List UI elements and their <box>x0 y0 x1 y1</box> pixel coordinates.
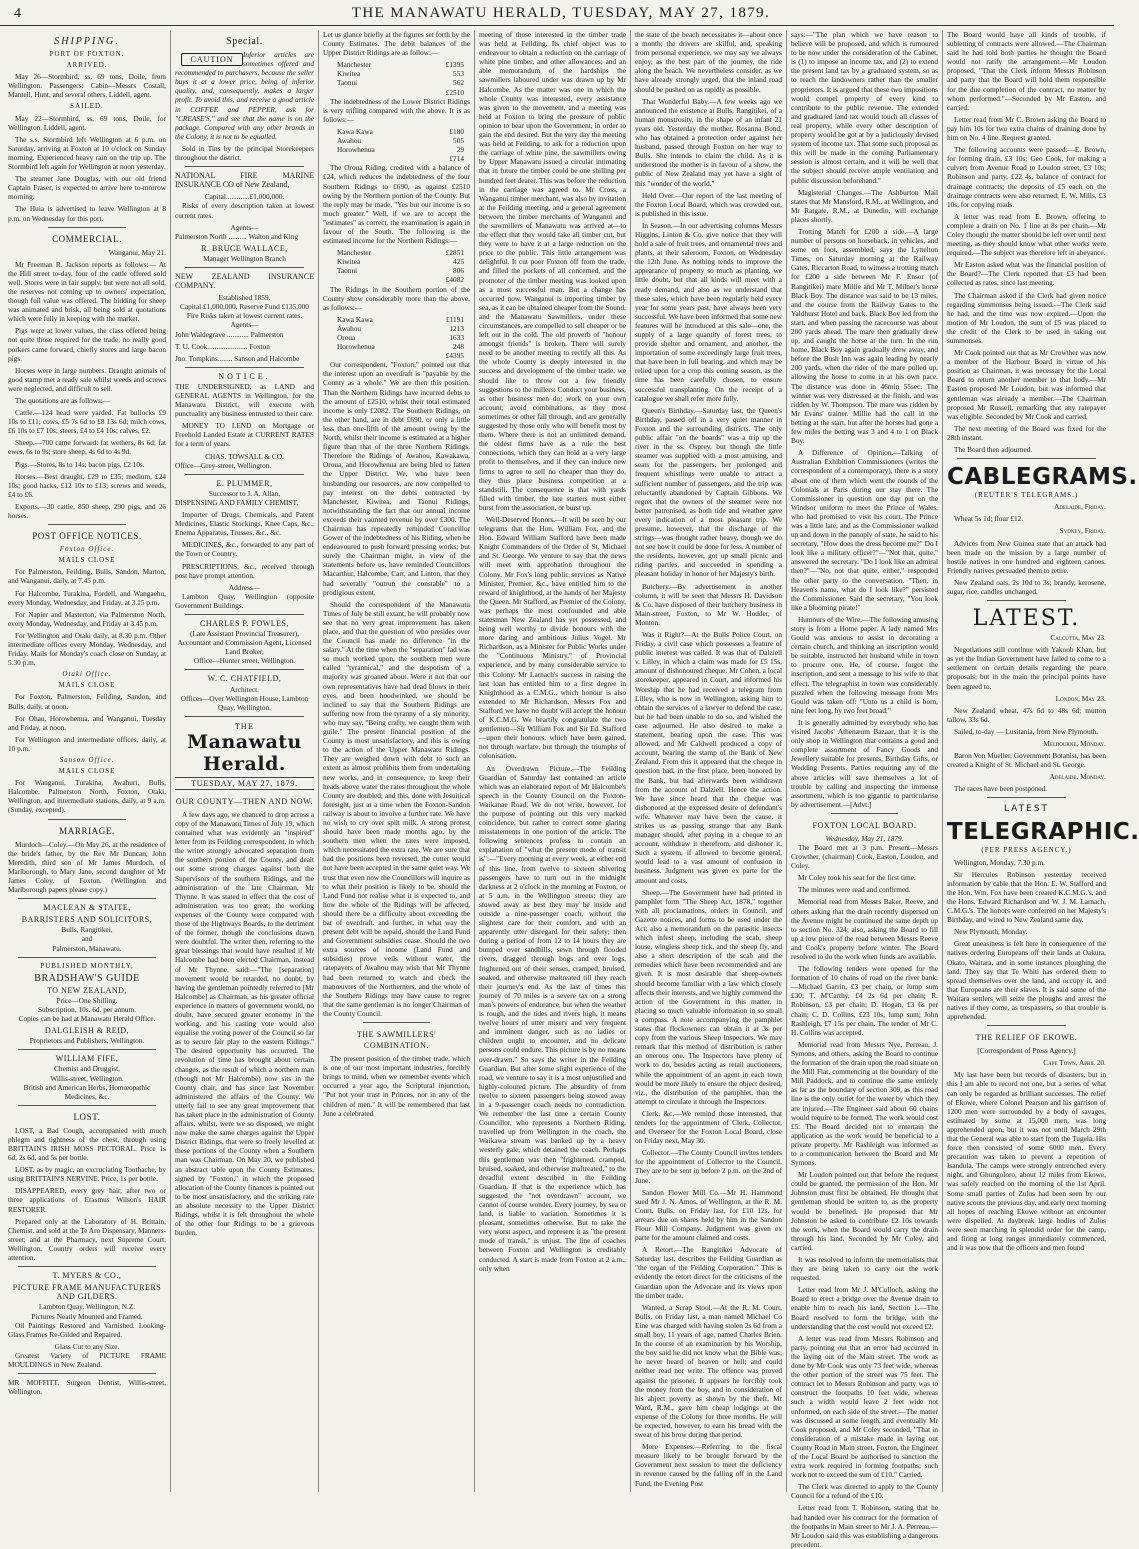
article-paragraph: The present position of the timber trade, which is one of our most important industries, forcibly brings to mind, when we remember events which occurred a year ago, the Scriptural injunction, "Put not your trust in Princes, nor in any of the children of men." It will be remembered that last June a celebrated <box>323 1054 470 1118</box>
bradshaw-title: BRADSHAW'S GUIDE <box>34 972 140 984</box>
telegram-item: Great uneasiness is felt here in consequence of the natives ordering Europeans off their lands at Oakura, Okato, Waitara, and in some instances ploughing the land. They say that Te Whiti has ordered them to spread themselves over the land, and occupy it, and that Europeans are their slaves. It is said some of the Waitara settlers will seize the ploughs and arrest the natives if they come, as trespassers, so that trouble is apprehended. <box>947 939 1106 1022</box>
masthead <box>0 2 1114 26</box>
caution-sold: Sold in Tins by the principal Storekeepers throughout the district. <box>175 143 314 163</box>
report-paragraph: A letter was read from E. Brown, offering to complete a drain on No. 1 line at 8s per chain.—Mr Coley thought the matter should be left over until next meeting, as they should know what other works were required.—The subject was therefore left in abeyance. <box>947 211 1106 258</box>
article-paragraph: The indebtedness of the Lower District Ridings is very trifling compared with the above. It is as follows:— <box>323 96 470 124</box>
divider <box>18 1373 156 1374</box>
fowles-name: CHARLES P. FOWLES, <box>199 618 289 628</box>
post-item: For Halcombe, Turakina, Fordell, and Wangaehu, every Monday, Wednesday, and Friday, at 3.15 p.m. <box>8 588 166 607</box>
wallace-name: R. BRUCE WALLACE, <box>201 243 288 253</box>
newspaper-nameplate <box>175 723 314 775</box>
commercial-paragraph: Exports.—30 cattle, 850 sheep, 290 pigs, and 26 horses. <box>8 501 166 521</box>
post-item: For Ohau, Horowhenua, and Wanganui, Tuesday and Friday, at noon. <box>8 713 166 732</box>
ekowe-heading: THE RELIEF OF EKOWE. <box>975 1033 1078 1043</box>
divider <box>185 669 304 670</box>
report-paragraph: Memorial read from Messrs Baker, Reeve, and others asking that the drain recently dispersed on the Avenue might be continued the same depth up to section No. 324; also, asking the Board to fill up a low piece of the road between Messrs Reeve and Cook's property before winter. The Board resolved to do the work when funds are available. <box>791 897 938 961</box>
ad-line: PRESCRIPTIONS, &c., received through post have prompt attention. <box>175 561 314 580</box>
commercial-paragraph: Horses were in large numbers. Draught animals of good stamp met a ready sale whilst weeds and screws were neglected, and difficult to sell. <box>8 365 166 393</box>
report-paragraph: The Board met at 3 p.m. Present—Messrs Crowther, (chairman) Cook, Easton, Loudon, and Coley. <box>791 842 938 871</box>
report-paragraph: A letter was read from Messrs Robinson and party, pointing out that an error had occurred in the laying out of the Main street. The work as done by Mr Cook was only 73 feet wide, whereas the other portion of the street was 75 feet. The contract let to Messrs Robinson and party was to construct the footpaths 10 feet wide, whereas such a width would leave 2 feet wide not unformed, on each side of the street.—The matter was discussed at some length, and eventually Mr Cook proposed, and Mr Coley seconded, "That in consideration of a mistake made in laying out County Road in Main street, Foxton, the Engineer of the Local Board be authorised to sanction the extra work required in forming footpaths; such work not to exceed the sum of £10." Carried. <box>791 1333 938 1480</box>
debit-balances-table <box>323 60 470 96</box>
ad-line: Capital £1,000,000, Reserve Fund £135,000 <box>180 302 309 312</box>
agent-line: Jno. Tompkins........ Sanson and Halcombe <box>175 353 300 363</box>
commercial-date: Wanganui, May 21. <box>108 247 166 257</box>
divider <box>18 898 156 899</box>
news-item: Collector.—The County Council invites tenders for the appointment of Collector to the Council. They are to be sent in before 2 p.m. on the 2nd of June. <box>635 1148 782 1185</box>
otaki-office-heading: Otaki Office. <box>62 670 112 679</box>
news-item: In Season.—In our advertising columns Messrs Higgins, Linton & Co. give notice that they will hold a sale of fruit trees, and ornamental trees and plants, at their saleroom, Foxton, on Wednesday the 12th June. As nothing tends to improve the appearance of property so much as planting, we little doubt, but that all kinds will meet with a ready demand, and also as we understand that these sales, which have been regularly held every year for some years past, have always been very successful. We have been informed that some new features will be introduced at this sale—one, the supply of a large quantity of forest trees, to provide shelter and ornament, and another, the importation of some exceedingly large fruit trees, that have been in full bearing, and which may be relied upon for a crop this coming season, as the time has been carefully chosen, to ensure successful transplanting. On the receipt of a catalogue we shall refer more fully. <box>635 220 782 403</box>
table-row: Awahou 505 <box>337 136 464 146</box>
sanson-office-heading: Sanson Office. <box>59 756 115 764</box>
national-insurance-title: NATIONAL FIRE MARINE INSURANCE CO of New Zealand, <box>175 171 314 190</box>
table-row: Awahou 1213 <box>337 323 464 333</box>
post-item: For Wanganui, Turakina, Awahuri, Bulls, Halcombe, Palmerston North, Foxton, Otaki, Wellington, and intermediate stations, daily, at 9 a.m. (Sunday, excepted). <box>8 778 166 815</box>
lost-ad: DISAPPEARED, every grey hair, after two or three applications of Erasmus Wilson's HAIR RESTORER. <box>8 1186 166 1214</box>
article-paragraph: The Oroua Riding, credited with a balance of £24, which reduces the indebtedness of the four Southern Ridings to £690, as against £2510 owing by the Northern portion of the County. But the reply may be made, "Yes but our income is so much greater." Well, if we are to accept the "estimates" as correct, the examination is again in favour of the South. The following is the estimated income for the Northern Ridings:— <box>323 163 470 246</box>
ad-line: and <box>81 934 93 944</box>
picture-frame-line: PICTURE FRAME MANUFACTURERS AND GILDERS. <box>12 1283 162 1302</box>
mails-close-label: MAILS CLOSE <box>58 681 116 690</box>
marriage-heading: MARRIAGE. <box>59 825 115 836</box>
report-paragraph: The following accounts were passed:—E. Brown, for forming drain, £3 10s; Geo Cook, for making a culvert from Avenue Road to Loudon street, £3 10s; Robinson and party, £22 4s, balance of contract for drainage contracts; the deposits of £5 each on the drainage contracts were also returned; E. W. Mills, £3 10s, for copying roads. <box>947 145 1106 209</box>
shipping-note: The steamer Jane Douglas, with our old friend Captain Fraser, is expected to arrive here to-morrow morning. <box>8 174 166 202</box>
ad-line: Risks of every description taken at lowest current rates. <box>175 201 314 220</box>
news-item: Sheep.—The Government have had printed in pamphlet form "The Sheep Act, 1878," together with all proclamations, orders in Council, and Gazette notices, and forms to be used under the Act; also a memorandum on the parasitic insects which infest sheep, including the scab, sheep louse, wingless sheep tick, and the sheep fly, and also a short description of the scab and the remedies which have been recommended and are given. It is most desirable that sheep-owners should become familiar with a law which closely affects their interests, and we highly commend the action of the Government in this matter, in placing so much valuable information in so small a compass. A note accompanying the pamphlet states that flockowners can obtain it at 3s per copy from the various Sheep Inspectors. We may remark that this method of distribution is rather an onerous one. The Inspectors have plenty of work to do, besides acting as retail auctioneers, while the appointment of an agent in each town would be more likely to ensure the object desired, viz., the distribution of the pamphlet, than the attempt to circulate it through the Inspectors. <box>635 887 782 1106</box>
lower-ridings-table <box>323 127 470 163</box>
divider <box>831 813 898 814</box>
marriage-notice: Murdoch—Coley.—On May 26, at the residence of the bride's father, by the Rev Mr Duncan, John Meredith, third son of Mr James Murdoch, of Marlborough, to Mary Jane, second daughter of Mr James Coley, of Foxton. (Wellington and Marlborough papers please copy.) <box>8 839 166 895</box>
article-paragraph: Should the correspondent of the Manawatu Times of July be still extant, he will probably now see that no very great improvement has taken place, and that the question of who presides over the Council has made no difference "in the salary." At the time when the "separation" fad was so much worked upon, the southern men were called "tyrannical," and the despotism of a majority was groaned about. Were it not that our own representatives have had dead blows in their eyes, and been hoodwinked, we should be inclined to say that the Southern Ridings are suffering now from the tyranny of a sly minority, who may say, "Being crafty, we caught them with guile." The present financial position of the County is most unsatisfactory, and this is owing to the action of the Upper Manawatu Ridings. They are weighed down with debt to such an extent as almost prohibits them from undertaking new works, and in consequence, to keep their heads above water the rates throughout the whole County are doubled; and this, done with Jesuitical foresight, just at a time when the Foxton-Sandon railway is about to involve a further rate. We have no wish to cry over spilt milk. A strong protest should have been made months ago, by the southern men when the rates were imposed, which necessitated the extra rate. We are sure that had the positions been reversed, the cutter would not have been accepted in the same quiet way. We trust that even now the Councillors will inquire as to what their position is likely to be, should the Land Fund not realise what it is expected to, and how the whole of the Ridings will be affected, should there be a difficulty about exceeding the bar of overdraft, and further, in what way the present debt will be repaid, should the Land Fund and Government subsidies cease. Should the two extra sources of income (Land Fund and subsidies) prove veils without water, the ratepayers of Awahou may wish that Mr Thynne had been returned to watch and check the manœuvres of the Northerners, and the whole of the Southern Ridings may have cause to regret that the same gentleman is no longer Chairman of the County Council. <box>323 599 470 1018</box>
news-item: Humours of the Wire.—The following amusing story is from a Home paper. A lady named Mrs Gould was anxious to assist in decorating a certain church, and thinking an inscription would be suitable, instructed her husband while in town to procure one. He, of course, forgot the inscription, and sent a message to his wife to that effect. The telegraphist in town was considerably puzzled when the following message from Mrs Gould was taken off: "Unto us a child is born, nine feet long, by two feet broad." <box>791 614 938 715</box>
agent-line: Palmerston North .......... Walton and King <box>175 231 299 241</box>
barristers-line: BARRISTERS AND SOLICITORS, <box>21 915 153 925</box>
news-item: A Difference of Opinion.—Talking of Australian Exhibition Commissioners (writes the correspondent of a contemporary), there is a story about one of them which went the rounds of the Colonials at Paris during our stay there. The Commissioner in question one day put on the Windsor uniform to meet the Prince of Wales, who had promised to visit his court. The Prince was a little late, and as the Commissioner walked up and down in the panoply of state, he said to his secretary, "How does the dress become me?" Do I look like a military officer?"—"Not that, quite," answered the secretary. "Do I look like an admiral then?"—"No, not that quite, either," responded the other party to the conversation. "Then, in Heaven's name, what do I look like?" persisted the Commissioner. Said the secretary, "You look like a blooming pirate!" <box>791 448 938 612</box>
latest-banner: LATEST. <box>972 606 1081 632</box>
ad-line: Address— <box>228 582 261 592</box>
ad-line: Successor to J. A. Allan, <box>208 488 281 498</box>
ad-line: Bulls, Rangitikei, <box>61 925 113 935</box>
table-total: £714 <box>449 154 464 164</box>
dateline: Melbourne, Monday. <box>1043 739 1106 748</box>
divider <box>48 524 126 525</box>
ad-line: Proprietors and Publishers, Wellington. <box>29 1036 145 1046</box>
column-1 <box>4 30 170 1492</box>
news-item: Held Over.—Our report of the last meeting of the Foxton Local Board, which was crowded out, is published in this issue. <box>635 190 782 218</box>
news-item: Sandon Flower Mill Co.—Mr H. Hammond sued Mr J. N. Amos, of Wellington, at the R. M. Court, Bulls, on Friday last, for £10 12s, for arrears due on shares held by him in the Sandon Flour Mill Company. Judgment was given ex parte for the amount claimed and costs. <box>635 1187 782 1243</box>
southern-income-table <box>323 315 470 360</box>
article-paragraph: meeting of those interested in the timber trade was held at Feilding. Its chief object was to endeavour to obtain a reduction on the carriage of white pine timber, and other allowances; and an able memorandum of the hardships the sawmillers laboured under was drawn up by Mr Halcombe. As the matter was one in which the whole County was interested, every assistance was given to the movement, and a meeting was held at Foxton to bring the pressure of public opinion to bear upon the Government, in order to gain the end desired. But the very day the meeting was held at Feilding, to ask for a reduction upon the carriage of white pine, the sawmillers owing by Upper Manawatu issued a circular intimating that in future the timber could be one shilling per hundred feet dearer. This was before the reduction in the carriage was agreed to. Mr Cross, a Wanganui timber merchant, was also by invitation at the Feilding meeting, and a general agreement between the timber merchants of Wanganui and the sawmillers of Manawatu was arrived at—to the effect that they would take all timber cut, but they were to have it at a large reduction on the price to the public. This little arrangement was delightful. It cut poor Foxton off from the trade, and filled the pockets of all concerned, and the promoter of the timber meeting was looked upon as a most successful man. But a change has occurred now. Wanganui is importing timber by sea, as it can be obtained cheaper from the Sound, and the Manawatu Sawmillers, under these circumstances, are compelled to sell cheaper or be left out in the cold. The old proverb of "honour amongst friends" is broken. There will surely need to be another meeting to rectify all this. As the whole County is deeply interested in the success and development of the timber trade, we should like to throw out a few friendly suggestions to the millers: Conduct your business, as other business men do; work on your own account; avoid combinations, as they most sometimes or other fall through, and are generally suggested by those only who will benefit most by them. Where there is not an unlimited demand, the oldest firms have as a rule the best connections, which they can hold at a very large profit to themselves, and if they can induce new firms to agree to sell no cheaper than they do, they thus place business competition at a standstill. The consequence is that with yards filled with timber, the late starters must either burst from the association, or burst up. <box>479 30 626 512</box>
dateline: Wellington, Monday, 7.30 p.m. <box>954 857 1045 867</box>
nameplate-the: THE <box>235 722 254 731</box>
commercial-paragraph: Pigs.—Stores, 8s to 14s; bacon pigs, £2 10s. <box>15 459 145 469</box>
report-paragraph: Mr Easton asked what was the financial position of the Board?—The Clerk reported that £3 had been collected as rates, since last meeting. <box>947 260 1106 288</box>
commercial-paragraph: Mr Freeman R. Jackson reports as follows:— At the Hill street to-day, four of the cattle offered sold well. Stores were in fair supply, but were not all sold, the reserves not coming up to owners' expectation, though full value was offered. The bidding for sheep was animated and brisk, all being sold at quotations which were fully in keeping with the market. <box>8 259 166 324</box>
dalgleish-name: DALGLEISH & REID, <box>44 1026 130 1036</box>
divider <box>185 367 304 368</box>
report-paragraph: The Board would have all kinds of trouble, if subletting of contracts were allowed.—The Chairman said he had told both parties he thought the Board would not ratify the arrangement.—Mr Loudon proposed, "That the Clerk inform Messrs Robinson and party that the Board will hold them responsible for the due completion of the contract, no matter by whom performed."—Seconded by Mr Easton, and carried. <box>947 30 1106 112</box>
dateline: Adelaide, Friday. <box>1054 502 1106 512</box>
table-row: Taonui 806 <box>337 266 464 276</box>
article-heading: OUR COUNTY—THEN AND NOW. <box>175 796 314 806</box>
divider <box>185 614 304 615</box>
news-item: Wanted, a Scrap Stool.—At the R. M. Court, Bulls, on Friday last, a man named Michael Co Eine was charged with having stolen 2s 6d from a small boy, 11 years of age, named Charles Brien. In the course of an examination by his Worship, the boy said he did not know what the Bible was; he never heard of heaven or hell; and could neither read nor write. The offence was proved against the prisoner. It appears he forcibly took the money from the boy, and in consideration of his abject poverty as shown by the theft, Mr Ward, R.M., gave him cheap lodgings at the expense of the Colony for three months. He will be expected, however, to earn his bread with the sweat of his brow during that period. <box>635 1302 782 1440</box>
news-item: Queen's Birthday.—Saturday last, the Queen's Birthday, passed off in a very quiet manner in Foxton and the surrounding districts. The only public affair "on the boards" was a trip up the river in the ss. Osprey, but though the little steamer was supplied with a most amusing, and seats for the passengers, her prolonged and frequent whistlings were unable to attract a sufficient number of passengers, and the trip was reluctantly abandoned by Captain Gibbons. We regret that the owners of the steamer were not better patronised, as both tide and weather gave every indication of a most pleasant trip. We presume, however, that the discharge of the strings—was thought rather heavy, though we do not see how it could be done for less. A number of the residents, however, got up small picnic and riding parties, and succeeded in spending a pleasant holiday in honor of her Majesty's birth. <box>635 405 782 579</box>
table-total: £4082 <box>445 275 464 285</box>
mails-close-label: MAILS CLOSE <box>58 556 116 565</box>
arrived-label: ARRIVED. <box>66 61 108 70</box>
ad-line: Architect. <box>230 684 259 694</box>
news-item: Trotting Match for £200 a side.—A large number of persons on horseback, in vehicles, and some on foot, assembled, says the Lyttelton Times, on Saturday morning at the Railway Gates, Riccarton Road, to witness a trotting match for £200 a side between Mr F. Ensor (of Rangitikei) mare Millie and Mr T. Milner's horse Black Boy. The distance was said to be 13 miles, and the course from the Railway Gates to the Yaldhurst Hotel and back. Black Boy led from the start, and when passing the racecourse was about 200 yards ahead. The mare then gradually drew up, and caught the horse at the turn. In the run home, Black Boy again gradually drew away, and before the Bush Inn was again leading by nearly 200 yards, when the rider of the mare pulled up, allowing the horse to come in at his own pace. The distance was done in 46min 55sec. The winner was very distressed at the finish, and was ridden by W. Thompson. The mare was ridden by Mr Evans' trainer. Millie had the call in the betting at the start, but after the horses had gone a few miles the betting was 3 and 4 to 1 on Black Boy. <box>791 226 938 446</box>
divider <box>185 166 304 167</box>
ad-line: Office—Hunter street, Wellington. <box>193 656 296 666</box>
cable-item: New Zealand wheat, 47s 6d to 48s 6d; mutton tallow, 33s 6d. <box>947 705 1106 724</box>
report-paragraph: It was resolved to inform the memorialists that they are being taken to carry out the work requested. <box>791 1255 938 1283</box>
divider <box>18 957 156 958</box>
notice-money: MONEY TO LEND on Mortgage or Freehold Landed Estate at CURRENT RATES for a term of years. <box>175 421 314 449</box>
news-item: That Wonderful Baby.—A few weeks ago we announced the existence at Bulls, Rangitikei, of a human monstrosity, in the shape of an infant 21 years old. Yesterday the mother, Rosanna Bond, who has obtained a protection order against her husband, passed through Foxton on her way to Bulls. She intends to claim the child. As it is understood the mother is in favour of a show, the public of New Zealand may yet have a sight of this "wonder of the world." <box>635 96 782 188</box>
ad-line: Office—Grey-street, Wellington. <box>175 460 272 470</box>
divider <box>18 1049 156 1050</box>
divider <box>185 267 304 268</box>
dispensing-title: DISPENSING AND FAMILY CHEMIST, <box>175 497 299 507</box>
commercial-paragraph: Pigs were at lower values, the class offered being not quite those required for the trade; no really good porkers came forward, chiefly stores and large bacon pigs. <box>8 326 166 363</box>
article-paragraph: Our correspondent, "Foxton," pointed out that the interest upon an overdraft is "payable by the County as a whole." We are then this position. Than the Northern Ridings have incurred debts to the amount of £2510, whilst their total estimated income is only £2082. The Southern Ridings, on the other hand, are in debt £690, or only a little less than one-fifth of the amount owing by the North, whilst their income is estimated at a higher figure than that of the three Northern Ridings. Therefore the Ridings of Awahou, Kawakawa, Oroua, and Horowhenua are being bled to fatten the Upper District. We, who have been husbanding our resources, are now compelled to pay interest on the debts contracted by Manchester, Kiwitea, and Taonui Ridings, notwithstanding the fact that our annual income exceeds their vaunted revenue by over £300. The Chairman has repeatedly reminded Councillor Gower of the indebtedness of his Riding, when he endeavoured to push forward pressing works; but surely the Chairman might, in view of the statements before us, have reminded Councillors Macarthur, Halcombe, Carr, and Linton, that they had severally "outrun the constable" to a prodigious extent. <box>323 360 470 597</box>
table-row: Oroua 1633 <box>337 333 464 342</box>
report-paragraph: Mr Cook pointed out that as Mr Crowther was now a member of the Harbour Board in virtue of his position as Chairman, it was necessary for the Local Board to return another member to that body.—Mr Easton proposed Mr Loudon, but was informed that gentleman was already a member.—The Chairman proposed Mr Russell, remarking that any ratepayer was eligible. Seconded by Mr Cook and carried. <box>947 348 1106 421</box>
divider <box>185 474 304 475</box>
post-item: For Wellington and intermediate offices, daily, at 10 p.m. <box>8 734 166 753</box>
report-paragraph: The following tenders were opened for the formation of 10 chains of road on the river bank:—Michael Garrin, £3 per chain, or lump sum £30; T. M'Carthy, £4 2s 6d per chain; R. Robinson, £3 per chain; D. Hogan, £3 6s per chain; C. D. Collins, £23 10s, lump sum; John Rashleigh, £7 15s per chain. The tender of Mr C. H. Collins was accepted. <box>791 964 938 1037</box>
ad-line: Glass Cut to any Size. <box>54 1341 120 1351</box>
caution-badge: CAUTION <box>181 53 243 66</box>
shipping-heading: SHIPPING. <box>54 36 120 47</box>
divider <box>48 819 126 820</box>
lost-heading: LOST. <box>73 1111 101 1122</box>
post-item: For Wellington and Otaki daily, at 8.30 p.m. Other intermediate offices every Monday, Wednesday, and Friday. Mails for Monday's coach close on Sunday, at 5.30 p.m. <box>8 630 166 668</box>
telegram-item: Sir Hercules Robinson yesterday received information by cable that the Hon. E. W. Stafford and the Hon. Wm. Fox have been created K.C.M.G.'s, and the Hons. Edward Richardson and W. J. M. Larnach, C.M.G.'s. The honors were conferred on her Majesty's Birthday, and wired to New Zealand same day. <box>947 869 1106 925</box>
plummer-name: E. PLUMMER, <box>216 478 273 488</box>
report-paragraph: Mr Coley took his seat for the first time. <box>798 873 916 883</box>
ad-line: Agents— <box>230 222 259 232</box>
news-item: A Retort.—The Rangitikei Advocate of Saturday last, describes the Feilding Guardian as "the organ of the Feilding Corporation." This is evidently the retort direct for the criticisms of the Guardian upon the Advocate and its views upon the timber trade. <box>635 1245 782 1300</box>
ad-line: Palmerston, Manawatu. <box>52 943 122 953</box>
news-item: says:—"The plan which we have reason to believe will be proposed, and which is rumoured to be now under the consideration of the Cabinet, is (1) to impose an income tax, and (2) to extend the present land tax by a graduated system, so as to reach the landowners rather than the smaller proprietors. It is argued that these two impositions would compel property of every kind to contribute to the public revenue. The extended and graduated land tax would touch all classes of real property, while every other description of property would be got at by a judiciously devised system of income tax. That some such proposal as this will be made in the coming Parliamentary session is almost certain, and it will be well that the subject should receive ample ventilation and public discussion beforehand." <box>791 30 938 185</box>
column-6 <box>786 30 942 1549</box>
column-3 <box>318 30 474 1492</box>
lost-ad: LOST, a Bad Cough, accompanied with much phlegm and tightness of the chest, through using BRITTAIN'S IRISH MOSS PECTORAL. Price 1s 6d, 2s 6d, and 5s per bottle. <box>8 1125 166 1163</box>
divider <box>957 458 1096 459</box>
divider <box>185 716 304 717</box>
divider <box>48 227 126 228</box>
ad-line: Chemist and Druggist, <box>54 1064 120 1074</box>
dateline: New Plymouth, Monday. <box>954 927 1028 937</box>
post-item: For Napier and Masterton, via Palmerston North, every Monday, Wednesday, and Friday at 3.45 p.m. <box>8 609 166 628</box>
post-item: For Palmerston, Feilding, Bulls, Sandon, Marton, and Wanganui, daily, at 7.45 p.m. <box>8 567 166 586</box>
table-row: Kiwitea 425 <box>337 257 464 267</box>
notice-text: THE UNDERSIGNED, as LAND and GENERAL AGENTS in Wellington, for the Manawatu District, will execute with punctuality any business entrusted to their care. <box>175 381 314 419</box>
commercial-paragraph: Horses.—Best draught, £29 to £35; medium, £24 10s; good hacks, £12 10s to £13; screws and weeds, £4 to £6. <box>8 471 166 499</box>
ad-line: Lambton Quay, Wellington (opposite Government Buildings. <box>175 591 314 610</box>
commercial-paragraph: The quotations are as follows:— <box>15 396 111 405</box>
divider <box>987 797 1066 798</box>
ad-line: Agents— <box>230 320 259 330</box>
dateline: Sydney, Friday. <box>1059 526 1106 536</box>
divider <box>987 600 1066 601</box>
ad-line: Subscription, 10s. 6d. per annum. <box>37 1004 137 1014</box>
ekowe-byline: [Correspondent of Press Agency.] <box>977 1046 1076 1056</box>
published-label: PUBLISHED MONTHLY, <box>40 961 134 970</box>
press-agency-label: (PER PRESS AGENCY.) <box>981 846 1072 855</box>
news-item: Well-Deserved Honors.—It will be seen by our telegrams that the Hon. William Fox, and the Hon. Edward William Stafford have been made Knight Commanders of the Order of St. Michael and St. George. We venture to say that the news will meet with approbation throughout the Colony. Mr Fox's long public services as Native Minister, Premier, &c., have entitled him to the reward of knighthood, at the hands of her Majesty the Queen. Mr Stafford, as Premier of the Colony, was perhaps the most confounded and able statesman New Zealand has yet possessed, and being well worthy to divide honours with the more daring and ambitious Julius Vogel. Mr Richardson, as a Minister for Public Works under the "Continuous Ministry," of Provincial experience, and by many considerable service to this Colony. Mr Larnach's success in raising the last loan has entitled him to a first degree in Knighthood as a C.M.G., which honour is also extended to Mr Richardson. Messrs Fox and Stafford we have no doubt will accept the honour of K.C.M.G. We heartily congratulate the two gentlemen—Sir William Fox and Sir Ed. Stafford—upon their honours, which have been gained, not through warfare, but through the triumphs of colonisation. <box>479 514 626 761</box>
column-2 <box>170 30 318 1492</box>
news-item: Magisterial Changes.—The Ashburton Mail states that Mr Mansford, R.M., at Wellington, and Mr Ratgate, R.M., at Dunedin, will exchange places shortly. <box>791 187 938 224</box>
cablegrams-banner: CABLEGRAMS. <box>947 464 1138 491</box>
ad-line: Greatest Variety of PICTURE FRAME MOULDINGS in New Zealand. <box>8 1350 166 1369</box>
column-5 <box>630 30 786 1492</box>
divider <box>18 1105 156 1106</box>
advertisement-paragraph: It is generally admitted by everybody who has visited Jacobs' Athenæum Bazaar, that it is the only shop in Wellington that contains a good and complete assortment of Fancy Goods and Jewellery suitable for presents, Birthday Gifts, or Wedding Presents. Parties requiring any of the above articles will save themselves a lot of trouble by calling and inspecting the immense assortment, which is too gigantic to particularise by advertisement.—[Advt.] <box>791 717 938 809</box>
post-office-heading: POST OFFICE NOTICES. <box>32 531 142 542</box>
report-paragraph: The Clerk was directed to apply to the County Council for a refund of the £10. <box>791 1482 938 1501</box>
table-total: £4395 <box>445 351 464 361</box>
fife-name: WILLIAM FIFE, <box>55 1054 119 1064</box>
local-board-heading: FOXTON LOCAL BOARD. <box>812 820 917 830</box>
dateline: Cape Town, April 20. <box>1043 1058 1106 1068</box>
table-row: Horowhenua 29 <box>337 145 464 155</box>
commercial-paragraph: Cattle.—124 head were yarded. Fat bullocks £9 10s to £11; cows, £5 7s 6d to £8 13s 6d; milch cows, £6 10s to £7 10s; steers, £4 to £4 10s; calves, £2. <box>8 408 166 436</box>
table-row: Kiwitea 553 <box>337 69 464 79</box>
cable-item: Advices from New Guinea state that an attack had been made on the mission by a large number of hostile natives in one hundred and eighteen canoes. Friendly natives persuaded them to retire. <box>947 538 1106 575</box>
cable-item: Sailed, to-day — Lusitania, from New Plymouth. <box>954 726 1099 736</box>
caution-text: Inferior articles are sometimes offered and recommended to purchasers, because the seller buys it at a lower price, being of inferior quality, and, consequently, makes a larger profit. To avoid this, and receive a good article in COFFEE and PEPPER, ask for "CREASE'S," and see that the name is on the package. Compared with any other brands in the Colony, it is not to be equalled. <box>175 50 314 141</box>
ad-line: Willis-street, Wellington. <box>50 1073 124 1083</box>
cable-item: The races have been postponed. <box>954 784 1047 794</box>
report-paragraph: Letter read from Mr J. M'Culloch, asking the Board to erect a bridge over the Avenue drain to enable him to reach his land, Section 1.—The Board resolved to form the bridge, with the understanding that the cost would not exceed £2. <box>791 1285 938 1331</box>
ad-line: MEDICINES, &c., forwarded to any part of the Town or Country. <box>175 540 314 559</box>
commercial-paragraph: Sheep.—700 came forward: fat wethers, 8s 6d; fat ewes, 6s to 9s; store sheep, 4s 6d to 4s 9d. <box>8 438 166 457</box>
news-item: the state of the beach necessitates it—about once a month; the drivers are skilful, and, speaking from personal experience, we may say we always enjoy, as the best part of the journey, the ride along the beach. We nevertheless consider, as we have already strongly urged, that the inland road should be pushed on as rapidly as possible. <box>635 30 782 94</box>
ad-line: Offices—Over Wellington House, Lambton Quay, Wellington. <box>180 693 309 712</box>
reuters-label: (REUTER'S TELEGRAMS.) <box>974 491 1079 500</box>
divider <box>987 1025 1066 1026</box>
local-board-date: Wednesday, May 21, 1879. <box>825 833 904 843</box>
table-total: £2510 <box>445 87 464 97</box>
page-number: 4 <box>14 5 22 21</box>
arrival-item: May 26—Stormbird, ss, 69 tons, Doile, from Wellington. Passengers: Cabin—Messrs Costall, Mantell, Hunt, and several others. Liddell, agent. <box>8 72 166 100</box>
shipping-note: The s.s. Stormbird left Wellington at 6 p.m. on Saturday, arriving at Foxton at 10 o'clock on Sunday morning. Experienced heavy rain on the trip up. The Stormbird left again for Wellington at noon yesterday. <box>8 134 166 172</box>
moffitt-ad: MR MOFFITT, Surgeon Dentist, Willis-street, Wellington. <box>8 1378 166 1397</box>
table-row: Manchester £2851 <box>337 248 464 258</box>
ad-line: Fire Risks taken at lowest current rates. <box>186 311 303 321</box>
ad-line: CHAS. TOWSALL & CO. <box>205 451 284 461</box>
ad-line: Importer of Drugs, Chemicals, and Patent Medicines, Elastic Stockings, Knee Caps, &c., Enema Apparatus, Trusses, &c., &c. <box>175 510 314 538</box>
ad-line: British and American Herbs, Homœopathic Medicines, &c. <box>23 1082 151 1101</box>
notice-heading: NOTICE. <box>218 371 271 381</box>
cable-item: Wheat 5s 1d; flour £12. <box>954 514 1024 524</box>
agent-line: T. U. Cook...................... Foxton <box>175 341 270 351</box>
cable-item: Baron Von Mueller, Government Botanist, has been created a Knight of St. Michael and St. George. <box>947 751 1106 770</box>
lost-ad: Prepared only at the Laboratory of H. Brittain, Chemist, and sold at the Te Aro Dispensary, Manners-street; and at the Pharmacy, next Supreme Court, Wellington. Country orders will receive every attention. <box>8 1216 166 1263</box>
agent-line: John Waldegrave ............ Palmerston <box>175 329 284 339</box>
ad-line: Lambton Quay, Wellington, N.Z. <box>38 1302 136 1312</box>
nameplate-title: Manawatu Herald. <box>187 730 302 775</box>
table-row: Horowhenua 248 <box>337 342 464 352</box>
post-item: For Foxton, Palmerston, Feilding, Sandon, and Bulls, daily, at noon. <box>8 692 166 711</box>
dateline: London, May 23. <box>1055 693 1106 703</box>
special-heading: Special. <box>226 36 263 47</box>
news-item: Was it Right?—At the Bulls Police Court, on Friday, a civil case which possesses a feature of public interest was called. It was that of Dalziell v. Lilley, in which a claim was made for £5 15s, amount of dishonoured cheque. Mr Cohen, a local storekeeper, appeared in Court, and informed his Worship that he had received a telegram from Lilley, who is now in Wellington, asking him to obtain the services of a lawyer to defend the case, but he had been unable to do so, and wished the case adjourned. He also desired to make a statement, bearing upon the case. This was allowed, and Mr Caldwell produced a copy of account, bearing the stamp of the Bank of New Zealand. From this it appeared that the cheque in question had, in the first place, been honored by the Bank, but had afterwards been withdrawn from the account of Dalziell. Hence the action. We have since heard that the cheque was dishonored at the expressed desire of defendant's wife. Whatever may have been the cause, it strikes us as passing strange that any Bank manager should, after paying in a cheque to an account, withdraw it therefrom, and dishonor it. Such a system, if allowed to become general, would lead to a vast amount of confusion in business. Judgment was given ex parte for the amount and costs. <box>635 630 782 885</box>
article-heading: THE SAWMILLERS' COMBINATION. <box>356 1030 437 1051</box>
ad-line: Pictures Neatly Mounted and Framed. <box>31 1311 143 1321</box>
nz-insurance-title: NEW ZEALAND INSURANCE COMPANY. <box>175 271 314 291</box>
sailed-label: SAILED. <box>70 102 104 111</box>
news-item: Butchery.—By advertisement in another column, it will be seen that Messrs H. Davidson & Co. have disposed of their butchery business in Main-street, Foxton, to Mr W. Hodder, of Monton. <box>635 581 782 627</box>
news-item: More Expenses.—Referring to the fiscal measure likely to be brought forward by the Government next session to meet the deficiency in revenue caused by the falling off in the Land Fund, the Evening Post <box>635 1442 782 1488</box>
report-paragraph: Mr Loudon pointed out that before the request could be granted, the permission of the Hon. Mr Johnston must first be obtained. He thought that gentleman should be written to, as the property would be benefited. He proposed that Mr Johnston be asked to contribute £2 10s towards the work, when the Board would carry the drain through his land. Seconded by Mr Coley, and carried. <box>791 1170 938 1252</box>
table-row: Kawa Kawa £1191 <box>337 314 464 324</box>
ad-line: Price—One Shilling. <box>56 995 118 1005</box>
ad-line: (Late Assistant Provincial Treasurer), Accountant and Commission Agent, Licensed Land Broker, <box>177 629 312 657</box>
ad-line: Copies can be had at Manawatu Herald Office. <box>18 1014 156 1024</box>
cable-item: New Zealand oats, 2s 10d to 3s; brandy, kerosene, sugar, rice, candles unchanged. <box>947 577 1106 596</box>
telegraphic-banner: TELEGRAPHIC. <box>947 819 1139 846</box>
mails-close-label: MAILS CLOSE <box>58 767 116 776</box>
news-item: An Overdrawn Picture.—The Feilding Guardian of Saturday last contained an article which was an elaborated report of Mr Halcombe's speech in the County Council on the Foxton-Waikanae Road. We do not write, however, for the purpose of pointing out this very marked coincidence, but rather to correct some glaring misstatements in one portion of the article. The following sentences profess to contain an explanation of "what the present mode of transit is":—"Every morning at every week, at either end of this line, from twelve to sixteen shivering passengers have to turn out in the midnight darkness at 2 o'clock in the morning at Foxton, or at 5 a.m. in the Wellington streets; they are stowed away as best they may be inside and outside a nine-passenger coach, without the slightest care for their comfort, and with an apparently utter disregard for their safety; then during a period of from 12 to 14 hours they are bumped over sandhills, sewn through flooded rivers, dragged through bogs and over logs, frightened out of their senses, cramped, bruised, soaked, and otherwise maltreated till they reach their journey's end. As the last of times this journey of 70 miles is a severe tax on a strong man's powers of endurance, but when the weather is rough, and the tides and rivers high, it means twelve hours of utter misery and very frequent and imminent danger, such as no ladies or children ought to encounter, and no delicate persons could endure. This picture is by no means over-drawn." So says the writer in the Feilding Guardian. But after some slight experience of the road, we venture to say it is a most unjustified and highly-coloured picture. The absurdity of from twelve to sixteen passengers being stowed away in a 9-passenger coach needs no contradiction. We remember the last time a certain County Councillor, who represents a Northern Riding, travelled up from Wellington in the coach, the Waikawa stream was banked up by a heavy westerly gale, which detained the coach. Perhaps this gentleman was then "frightened, cramped, bruised, soaked, and otherwise maltreated," to the dreadful extent described in the Feilding Guardian. If that is the experience which has suggested the "not overdrawn" account, we cannot of course wonder. Every journey, by sea or land, is liable to variation. Sometimes it is pleasant, sometimes otherwise. But to take the very worst aspect, and represent it as "the present mode of transit," is unjust. The line of coaches between Foxton and Wellington is creditably conducted. A start is made from Foxton at 2 a.m., only when <box>479 763 626 1273</box>
table-row: Kawa Kawa £180 <box>337 126 464 136</box>
lost-ad: LOST, as by magic, an excruciating Toothache, by using BRITTAIN'S NERVINE. Price, 1s per bottle. <box>8 1165 166 1184</box>
divider <box>363 1022 430 1023</box>
bradshaw-subtitle: TO NEW ZEALAND, <box>47 985 127 995</box>
foxton-office-heading: Foxton Office. <box>59 545 115 554</box>
port-heading: PORT OF FOXTON. <box>49 50 125 58</box>
article-paragraph: Let us glance briefly at the figures set forth by the County Estimates. The debit balances of the Upper District Ridings are as follow:— <box>323 30 470 58</box>
report-paragraph: Letter read from T. Robinson, stating that he had handed over his contract for the formation of the footpaths in Main street to Mr J. A. Perreau.—Mr Loudon said this was establishing a dangerous precedent. <box>791 1503 938 1549</box>
report-paragraph: The next meeting of the Board was fixed for the 28th instant. <box>947 423 1106 442</box>
commercial-heading: COMMERCIAL. <box>52 233 122 244</box>
cable-item: Negotiations still continue with Yakoob Khan, but as yet the Indian Government have failed to come to a settlement on certain details regarding the peace proposals; but in the main the principal points have been agreed to. <box>947 645 1106 691</box>
report-paragraph: The Board then adjourned. <box>954 445 1033 455</box>
dateline: Calcutta, May 23. <box>1050 633 1106 643</box>
northern-income-table <box>323 248 470 284</box>
table-row: Taonui 562 <box>337 78 464 88</box>
report-paragraph: Letter read from Mr C. Brown asking the Board to pay him 10s for two extra chains of draining done by him on No. 4 line. Request granted. <box>947 114 1106 143</box>
chatfield-name: W. C. CHATFIELD, <box>207 674 282 684</box>
report-paragraph: Memorial read from Messrs Nye, Perreau, J. Symons, and others, asking the Board to continue the formation of the drain upon the road situate on the Mill Flat, commencing at the boundary of the Mill Paddock, and to continue the same entirely as far as the boundary of section 309, as this road line is the only outlet for the water by which they are injured.—The Engineer said about 60 chains would require to be formed. The work would cost £5. The Board decided not to entertain the application as the work would be beneficial to a private property. Mr Rashleigh was informed as to a communication between the Board and Mr Symons. <box>791 1039 938 1168</box>
article-paragraph: The Ridings in the Southern portion of the County show considerably more than the above, as follows:— <box>323 284 470 312</box>
report-paragraph: The minutes were read and confirmed. <box>798 885 911 895</box>
dateline: Adelaide, Monday. <box>1049 772 1106 782</box>
news-item: Clerk, &c.—We remind those interested, that tenders for the appointment of Clerk, Collector, and Overseer for the Foxton Local Board, close on Friday next, May 30. <box>635 1108 782 1146</box>
report-paragraph: The Chairman asked if the Clerk had given notice regarding summonses being issued.—The Clerk said he had, and the time was now expired.—Upon the motion of Mr Loudon, the sum of £5 was placed to the credit of the Clerk to be used in taking out summonses. <box>947 290 1106 345</box>
latest-small-heading: LATEST <box>1003 804 1050 815</box>
ad-line: Manager Wellington Branch <box>203 253 286 263</box>
ad-line: Capital.............£1,000,000. <box>204 192 285 202</box>
column-4 <box>474 30 630 1492</box>
divider <box>18 1266 156 1267</box>
article-paragraph: A few days ago, we chanced to drop across a copy of the Manawatu Times of July 19, which contained what was evidently an "inspired" letter from its Feilding correspondent, in which the writer strongly advocated separation from the southern portion of the County, and dealt out some strong charges against both the Supervisors of the southern Ridings, and the administration of the late Chairman, Mr Thynne. It was stated in effect that the cost of administration was too great; the working expenses of the County were compared with those of the Highways Boards, to the detriment of the former, though the conclusions drawn were doubtful. The writer then, referring to the great blessings that would have resulted if Mr Halcombe had been elected Chairman, instead of Mr Thynne, said:—"The [separation] movement would be retarded, no doubt, by having the gentleman pointedly referred to [Mr Halcombe] as Chairman, as his greater official experience in matters of government would, no doubt, have secured greater economy in the working, and his casting vote would also equalise the voting power of the Council so far as to secure fair play to the eastern Ridings." The desired opportunity has occurred. The revolution of time has brought about certain changes, as the result of which a northern man (though not Mr Halcombe) now sits in the County chair, and has since last November administered the affairs of the County. We utterly fail to see any great improvement that has taken place in the administration of County affairs, whilst, were we so disposed, we might now make the same charges against the Upper District Ridings, that were so freely levelled at these portions of the County when a Southern man was Chairman. On May 20, we published an abstract table upon the County Estimates, signed by "Foxton," in which the proposed allocation of the County finances is pointed out to be most unsatisfactory, and the striking rate an absolute necessity to the Upper District Ridings, whilst it is felt throughout the whole of the other four Ridings to be a grievous burden. <box>175 809 314 1238</box>
ad-line: Oil Paintings Restored and Varnished. Looking-Glass Frames Re-Gilded and Repaired. <box>8 1320 166 1339</box>
sailing-item: May 22—Stormbird, ss, 69 tons, Doile, for Wellington. Liddell, agent. <box>8 113 166 132</box>
maclean-ad-title: MACLEAN & STAITE, <box>43 903 131 913</box>
table-row: Manchester £1395 <box>337 60 464 70</box>
issue-date: TUESDAY, MAY 27, 1879. <box>175 777 314 790</box>
ad-line: Established 1859. <box>218 293 271 303</box>
shipping-note: The Huia is advertised to leave Wellington at 8 p.m. on Wednesday for this port. <box>8 204 166 223</box>
column-7 <box>942 30 1139 1492</box>
article-paragraph: My last have been but records of disasters, but in this I am able to record not one, but a series of what can only be regarded as brilliant successes. The relief of Ekowe, where Colonel Pearson and his garrison of 1200 men were surrounded by a body of savages, estimated by some at 15,000 men, was long apprehended upon, but it was not until March 29th that the General was able to start from the Tugela. His force then consisted of some 6000 men. Every precaution was taken to prevent a repetition of Isandula. The camps were strongly entrenched every night, and Ghungoloro, about 12 miles from Ekowe, was safely reached on the morning of the 1st April. Some small parties of Zulus had been seen by our native scouts the previous day, and early next morning all hopes of reaching Ekowe without an encounter were dispelled. At daybreak large bodies of Zulus were seen marching in splendid order for the camp, and firing at long ranges immediately commenced, and it was now that the officers and men found <box>947 1070 1107 1253</box>
masthead-title: THE MANAWATU HERALD, TUESDAY, MAY 27, 1879. <box>351 4 771 21</box>
myers-name: T. MYERS & CO., <box>52 1271 122 1281</box>
